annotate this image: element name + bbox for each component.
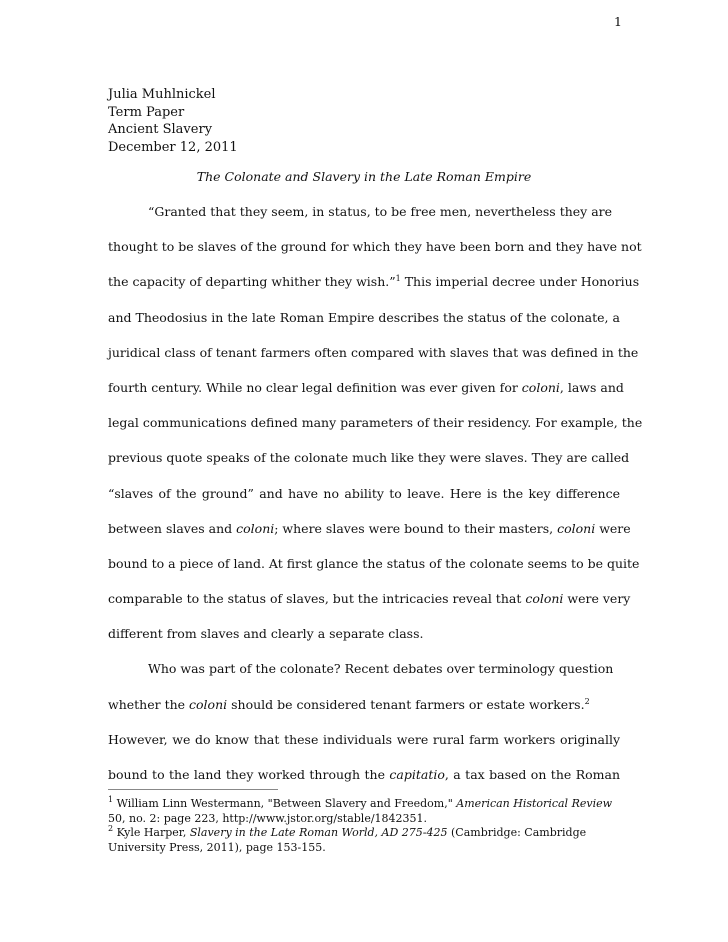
text-line: whether the coloni should be considered tenant farmers or estate workers.$^2$	[108, 696, 590, 712]
body-text	[108, 202, 643, 800]
text-line: previous quote speaks of the colonate much like they were slaves. They are called	[108, 450, 630, 466]
footnote-1: $^1$ William Linn Westermann, "Between Slavery and Freedom," American Historical Review	[108, 795, 613, 810]
footnotes	[108, 797, 628, 855]
text-line: comparable to the status of slaves, but the intricacies reveal that coloni were very	[108, 591, 631, 607]
text-line: juridical class of tenant farmers often compared with slaves that was defined in the	[108, 344, 639, 360]
text-line: bound to a piece of land. At first glance the status of the colonate seems to be quite	[108, 555, 640, 571]
paper-header	[108, 86, 238, 156]
text-line: thought to be slaves of the ground for which they have been born and they have not	[108, 239, 642, 255]
text-line: However, we do know that these individuals were rural farm workers originally	[108, 731, 620, 747]
text-line: between slaves and coloni; where slaves were bound to their masters, coloni were	[108, 520, 631, 536]
footnote-1-continued: 50, no. 2: page 223, http://www.jstor.org/stable/1842351.	[108, 811, 428, 825]
text-line: the capacity of departing whither they wish.”$^1$ This imperial decree under Honorius	[108, 274, 640, 290]
footnote-ref-1: 1	[395, 274, 401, 284]
paper-date: December 12, 2011	[108, 139, 238, 155]
author-name: Julia Muhlnickel	[108, 87, 216, 102]
paper-title: The Colonate and Slavery in the Late Roman Empire	[196, 169, 532, 184]
page-number: 1	[614, 14, 622, 29]
text-line: bound to the land they worked through the capitatio, a tax based on the Roman	[108, 767, 620, 782]
text-line: different from slaves and clearly a separate class.	[108, 626, 424, 642]
text-line: legal communications defined many parameters of their residency. For example, the	[108, 415, 643, 431]
footnote-2: $^2$ Kyle Harper, Slavery in the Late Roman World, AD 275-425 (Cambridge: Cambridge	[108, 824, 587, 839]
document-type: Term Paper	[108, 104, 185, 120]
text-line: fourth century. While no clear legal definition was ever given for coloni, laws and	[108, 379, 624, 395]
text-line: “slaves of the ground” and have no ability to leave. Here is the key difference	[108, 485, 620, 501]
text-line: “Granted that they seem, in status, to be free men, nevertheless they are	[148, 204, 613, 219]
footnote-2-continued: University Press, 2011), page 153-155.	[108, 840, 326, 854]
course-name: Ancient Slavery	[108, 122, 213, 137]
footnote-ref-2: 2	[584, 696, 590, 706]
text-line: and Theodosius in the late Roman Empire describes the status of the colonate, a	[108, 309, 620, 325]
footnote-separator	[108, 789, 278, 790]
text-line: Who was part of the colonate? Recent debates over terminology question	[148, 661, 614, 677]
